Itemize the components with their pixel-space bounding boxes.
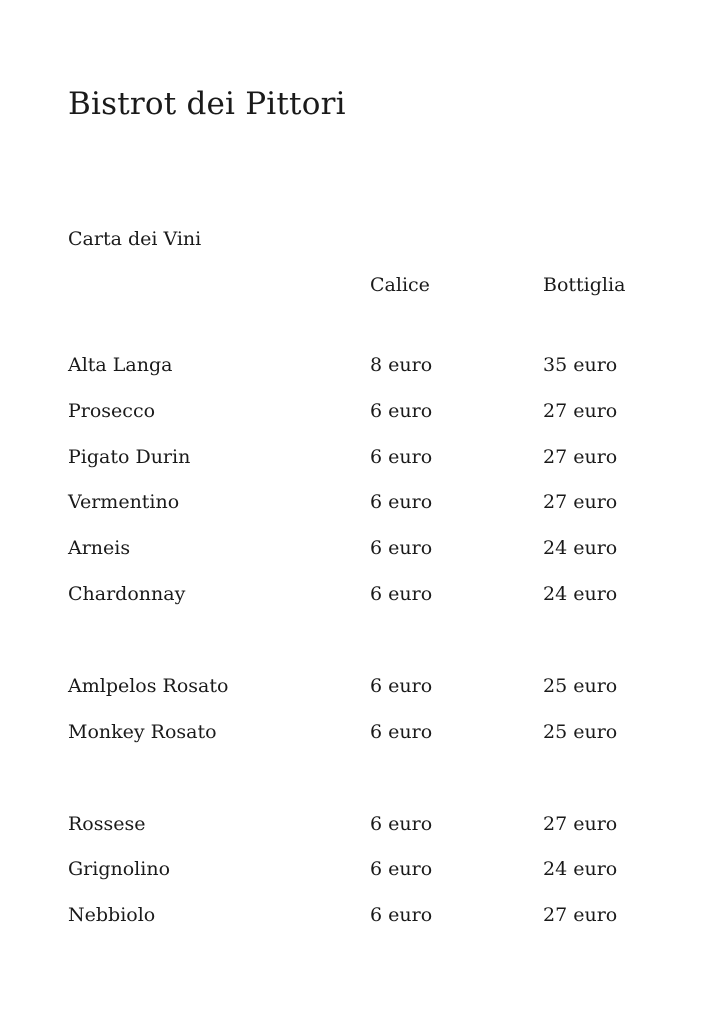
wine-name: Rossese [68, 813, 146, 835]
wine-row [0, 858, 724, 888]
page-title: Bistrot dei Pittori [68, 86, 346, 122]
wine-glass-price: 6 euro [370, 813, 433, 835]
wine-name: Vermentino [68, 491, 180, 513]
wine-name: Monkey Rosato [68, 721, 217, 743]
menu-subtitle: Carta dei Vini [68, 228, 202, 250]
wine-bottle-price: 25 euro [543, 675, 618, 697]
wine-bottle-price: 27 euro [543, 813, 618, 835]
wine-row [0, 400, 724, 430]
wine-bottle-price: 27 euro [543, 491, 618, 513]
wine-name: Prosecco [68, 400, 156, 422]
wine-glass-price: 6 euro [370, 537, 433, 559]
column-header-bottle: Bottiglia [543, 274, 626, 296]
wine-bottle-price: 27 euro [543, 904, 618, 926]
wine-name: Grignolino [68, 858, 171, 880]
wine-glass-price: 8 euro [370, 354, 433, 376]
wine-row [0, 675, 724, 705]
wine-name: Amlpelos Rosato [68, 675, 229, 697]
wine-row [0, 583, 724, 613]
wine-bottle-price: 24 euro [543, 537, 618, 559]
wine-glass-price: 6 euro [370, 491, 433, 513]
wine-row [0, 813, 724, 843]
wine-row [0, 904, 724, 934]
column-header-glass: Calice [370, 274, 430, 296]
wine-glass-price: 6 euro [370, 904, 433, 926]
wine-row [0, 491, 724, 521]
wine-glass-price: 6 euro [370, 858, 433, 880]
wine-glass-price: 6 euro [370, 446, 433, 468]
wine-bottle-price: 35 euro [543, 354, 618, 376]
wine-bottle-price: 27 euro [543, 400, 618, 422]
wine-bottle-price: 24 euro [543, 583, 618, 605]
wine-glass-price: 6 euro [370, 675, 433, 697]
wine-name: Arneis [68, 537, 131, 559]
wine-bottle-price: 27 euro [543, 446, 618, 468]
wine-name: Chardonnay [68, 583, 186, 605]
wine-name: Nebbiolo [68, 904, 156, 926]
wine-name: Alta Langa [68, 354, 173, 376]
wine-name: Pigato Durin [68, 446, 191, 468]
wine-row [0, 537, 724, 567]
wine-row [0, 354, 724, 384]
wine-glass-price: 6 euro [370, 721, 433, 743]
wine-glass-price: 6 euro [370, 400, 433, 422]
wine-bottle-price: 24 euro [543, 858, 618, 880]
wine-row [0, 446, 724, 476]
wine-bottle-price: 25 euro [543, 721, 618, 743]
wine-glass-price: 6 euro [370, 583, 433, 605]
wine-row [0, 721, 724, 751]
